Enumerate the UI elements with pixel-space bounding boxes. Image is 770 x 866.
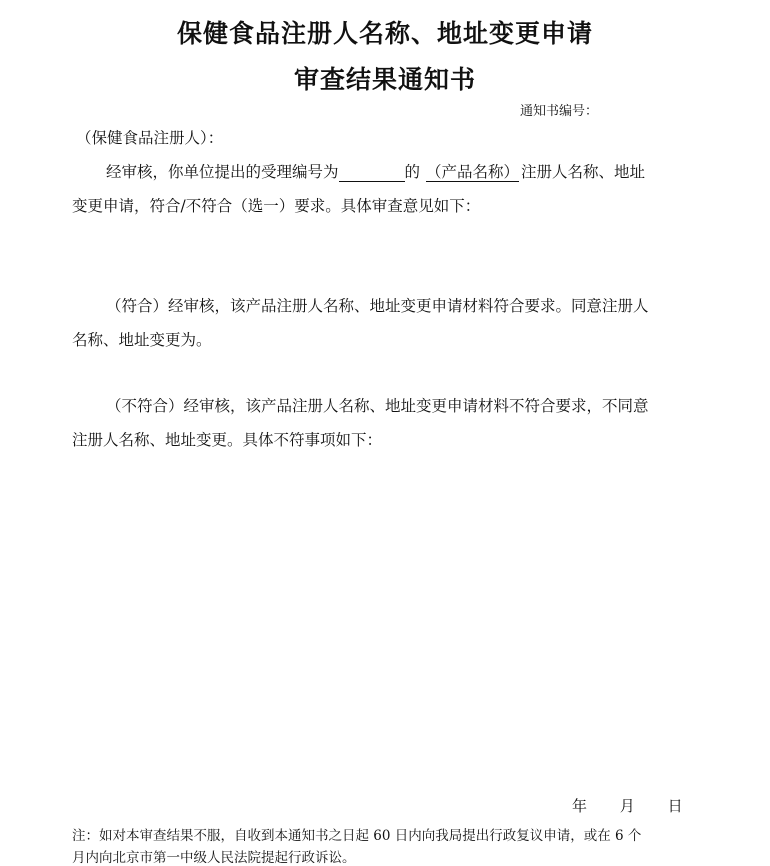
acceptance-number-blank: [339, 164, 405, 182]
pass-paragraph-line-2: 名称、地址变更为。: [72, 331, 212, 349]
date-line: [572, 795, 683, 816]
footnote-line-2: 月内向北京市第一中级人民法院提起行政诉讼。: [72, 850, 356, 866]
fail-paragraph-line-2: 注册人名称、地址变更。具体不符事项如下：: [72, 431, 383, 449]
notice-number-label: 通知书编号：: [520, 104, 599, 119]
footnote-line-1: 注：如对本审查结果不服，自收到本通知书之日起 60 日内向我局提出行政复议申请，或在 6 个: [72, 828, 642, 844]
intro-middle: 的: [404, 163, 421, 181]
document-title-line-2: 审查结果通知书: [293, 65, 476, 94]
intro-paragraph-line-2: 变更申请，符合/不符合（选一）要求。具体审查意见如下：: [72, 197, 481, 215]
addressee: （保健食品注册人）：: [76, 129, 224, 147]
intro-suffix: 注册人名称、地址: [521, 163, 646, 181]
intro-prefix: 经审核，你单位提出的受理编号为: [106, 163, 339, 181]
date-month: 月: [619, 797, 635, 815]
product-name-placeholder: （产品名称）: [426, 163, 520, 181]
pass-paragraph-line-1: （符合）经审核，该产品注册人名称、地址变更申请材料符合要求。同意注册人: [106, 297, 649, 315]
date-day: 日: [667, 797, 683, 815]
document-title-line-1: 保健食品注册人名称、地址变更申请: [176, 19, 593, 48]
intro-paragraph-line-1: [106, 162, 645, 182]
date-year: 年: [572, 797, 588, 815]
fail-paragraph-line-1: （不符合）经审核，该产品注册人名称、地址变更申请材料不符合要求，不同意: [106, 397, 649, 415]
